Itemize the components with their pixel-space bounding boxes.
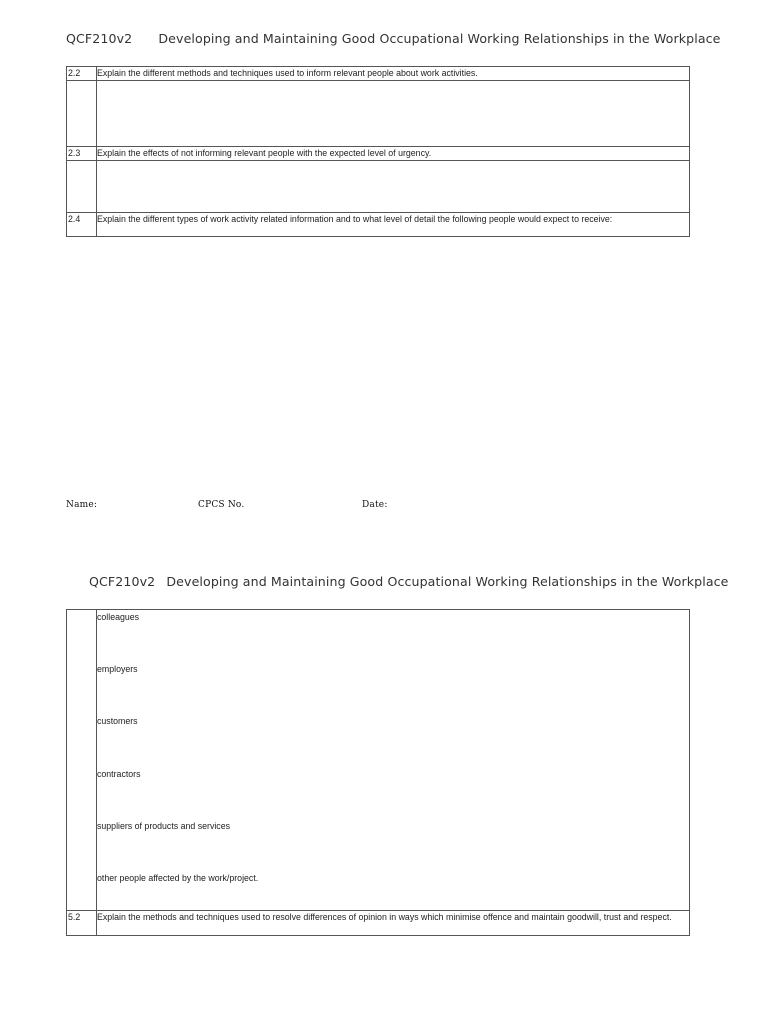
answer-area[interactable] [67, 80, 689, 146]
header-title: Developing and Maintaining Good Occupational Working Relationships in the Workplace [166, 574, 729, 589]
assessment-table [66, 609, 690, 936]
table-row [67, 212, 689, 237]
list-item: contractors [97, 769, 141, 779]
criterion-number: 2.4 [68, 214, 81, 224]
header-title: Developing and Maintaining Good Occupational Working Relationships in the Workplace [158, 31, 721, 46]
list-item: colleagues [97, 612, 140, 622]
name-label: Name: [66, 500, 98, 510]
list-item: suppliers of products and services [97, 821, 230, 831]
recipient-list [67, 610, 689, 910]
list-item: other people affected by the work/project. [97, 873, 259, 883]
criterion-text: Explain the methods and techniques used to resolve differences of opinion in ways which minimise offence and maintain goodwill, trust and respect. [97, 912, 672, 922]
header-code: QCF210v2 [66, 31, 133, 46]
page-header [66, 31, 721, 46]
page-header [89, 574, 729, 589]
criterion-text: Explain the different methods and techniques used to inform relevant people about work activities. [97, 68, 478, 78]
criterion-number: 2.2 [68, 68, 81, 78]
cpcs-label: CPCS No. [198, 500, 245, 510]
assessment-table [66, 66, 690, 237]
answer-area[interactable] [67, 160, 689, 212]
criterion-text: Explain the effects of not informing relevant people with the expected level of urgency. [97, 148, 432, 158]
criterion-text: Explain the different types of work activity related information and to what level of detail the following people would expect to receive: [97, 214, 613, 224]
date-label: Date: [362, 500, 388, 510]
table-row [67, 146, 689, 160]
list-item: customers [97, 716, 138, 726]
table-row [67, 910, 689, 936]
list-item: employers [97, 664, 138, 674]
header-code: QCF210v2 [89, 574, 156, 589]
criterion-number: 2.3 [68, 148, 81, 158]
table-row [67, 67, 689, 80]
criterion-number: 5.2 [68, 912, 81, 922]
